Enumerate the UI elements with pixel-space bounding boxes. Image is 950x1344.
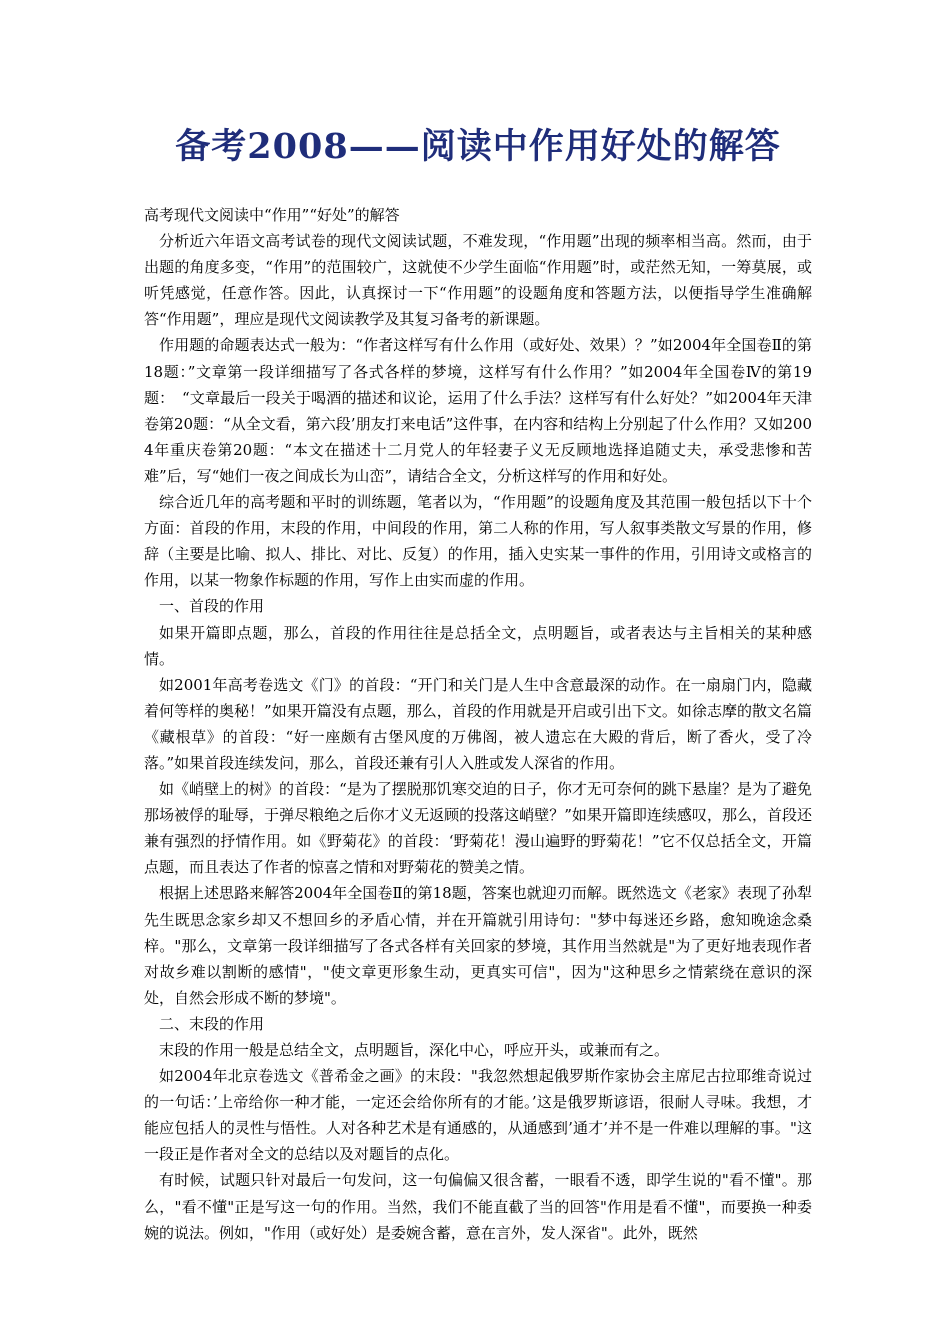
document-body xyxy=(144,202,812,1246)
body-paragraph: 综合近几年的高考题和平时的训练题，笔者以为，“作用题”的设题角度及其范围一般包括以下十个方面：首段的作用，末段的作用，中间段的作用，第二人称的作用，写人叙事类散文写景的作用，修辞（主要是比喻、拟人、排比、对比、反复）的作用，插入史实某一事件的作用，引用诗文或格言的作用，以某一物象作标题的作用，写作上由实而虚的作用。 xyxy=(144,493,812,590)
body-paragraph: 如2001年高考卷选文《门》的首段：“开门和关门是人生中含意最深的动作。在一扇扇门内，隐藏着何等样的奥秘！”如果开篇没有点题，那么，首段的作用就是开启或引出下文。如徐志摩的散文名篇《藏根草》的首段：“好一座颇有古堡风度的万佛阁，被人遗忘在大殿的背后，断了香火，受了冷落。”如果首段连续发问，那么，首段还兼有引人入胜或发人深省的作用。 xyxy=(144,675,812,772)
body-paragraph: 根据上述思路来解答2004年全国卷Ⅱ的第18题，答案也就迎刃而解。既然选文《老家》表现了孙犁先生既思念家乡却又不想回乡的矛盾心情，并在开篇就引用诗句："梦中每迷还乡路，愈知晚途念桑梓。"那么，文章第一段详细描写了各式各样有关回家的梦境，其作用当然就是"为了更好地表现作者对故乡难以割断的感情"，"使文章更形象生动，更真实可信"，因为"这种思乡之情萦绕在意识的深处，自然会形成不断的梦境"。 xyxy=(144,884,812,1007)
document-page xyxy=(144,118,812,1246)
body-paragraph: 如《峭壁上的树》的首段：“是为了摆脱那饥寒交迫的日子，你才无可奈何的跳下悬崖？是为了避免那场被俘的耻辱，于弹尽粮绝之后你才义无返顾的投落这峭壁？”如果开篇即连续感叹，那么，首段还兼有强烈的抒情作用。如《野菊花》的首段：‘野菊花！漫山遍野的野菊花！”它不仅总括全文，开篇点题，而且表达了作者的惊喜之情和对野菊花的赞美之情。 xyxy=(144,780,812,877)
body-paragraph: 如果开篇即点题，那么，首段的作用往往是总括全文，点明题旨，或者表达与主旨相关的某种感情。 xyxy=(144,623,812,668)
body-paragraph: 有时候，试题只针对最后一句发问，这一句偏偏又很含蓄，一眼看不透，即学生说的"看不懂"。那么，"看不懂"正是写这一句的作用。当然，我们不能直截了当的回答"作用是看不懂"，而要换一种委婉的说法。例如，"作用（或好处）是委婉含蓄，意在言外，发人深省"。此外，既然 xyxy=(144,1171,812,1242)
section-heading: 二、末段的作用 xyxy=(159,1014,265,1033)
section-heading: 一、首段的作用 xyxy=(159,597,265,616)
body-paragraph: 作用题的命题表达式一般为：“作者这样写有什么作用（或好处、效果）？”如2004年全国卷Ⅱ的第18题：”文章第一段详细描写了各式各样的梦境，这样写有什么作用？”如2004年全国卷Ⅳ的第19题： “文章最后一段关于喝酒的描述和议论，运用了什么手法？这样写有什么好处？”如2004年天津卷第20题：“从全文看，第六段’朋友打来电话”这件事，在内容和结构上分别起了什么作用？又如2004年重庆卷第20题：“本文在描述十二月党人的年轻妻子义无反顾地选择追随丈夫，承受悲惨和苦难”后，写“她们一夜之间成长为山峦”，请结合全文，分析这样写的作用和好处。 xyxy=(144,336,812,485)
document-title: 备考2008——阅读中作用好处的解答 xyxy=(175,126,781,167)
body-paragraph: 如2004年北京卷选文《普希金之画》的末段："我忽然想起俄罗斯作家协会主席尼古拉耶维奇说过的一句话：’上帝给你一种才能，一定还会给你所有的才能。’这是俄罗斯谚语，很耐人寻味。我想，才能应包括人的灵性与悟性。人对各种艺术是有通感的，从通感到’通才’并不是一件难以理解的事。"这一段正是作者对全文的总结以及对题旨的点化。 xyxy=(144,1067,812,1164)
subtitle-paragraph: 高考现代文阅读中“作用”“好处”的解答 xyxy=(144,206,400,224)
body-paragraph: 分析近六年语文高考试卷的现代文阅读试题，不难发现，“作用题”出现的频率相当高。然而，由于出题的角度多变，“作用”的范围较广，这就使不少学生面临“作用题”时，或茫然无知，一筹莫展，或听凭感觉，任意作答。因此，认真探讨一下“作用题”的设题角度和答题方法，以便指导学生准确解答“作用题”，理应是现代文阅读教学及其复习备考的新课题。 xyxy=(144,232,812,329)
body-paragraph: 末段的作用一般是总结全文，点明题旨，深化中心，呼应开头，或兼而有之。 xyxy=(159,1041,670,1059)
